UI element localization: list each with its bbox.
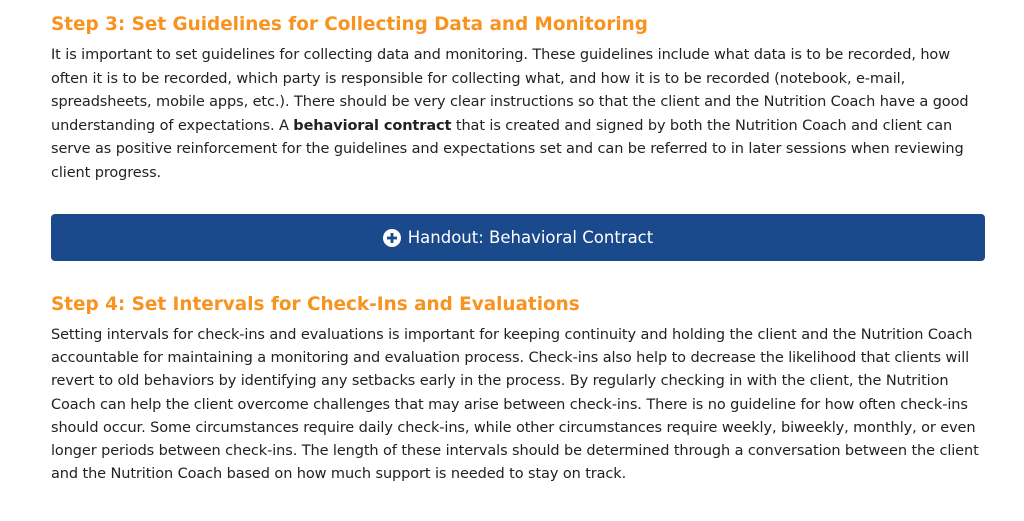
- plus-circle-icon: [383, 229, 401, 247]
- handout-button-label: Handout: Behavioral Contract: [407, 227, 654, 247]
- step4-heading: Step 4: Set Intervals for Check-Ins and Evaluations: [51, 294, 580, 315]
- step3-paragraph: [51, 44, 991, 186]
- behavioral-contract-term: behavioral contract: [293, 117, 452, 134]
- step3-section: [51, 12, 991, 186]
- step3-text-before-bold: It is important to set guidelines for collecting data and monitoring. These guidelines include what data is to be recorded, how often it is to be recorded, which party is responsible for collecting what, and how it is to be recorded (notebook, e-mail, spreadsheets, mobile apps, etc.). There should be very clear instructions so that the client and the Nutrition Coach have a good understanding of expectations. A: [51, 47, 969, 134]
- step4-section: [51, 292, 991, 486]
- step3-heading: Step 3: Set Guidelines for Collecting Data and Monitoring: [51, 14, 648, 35]
- step3-text-after-bold: that is created and signed by both the Nutrition Coach and client can serve as positive reinforcement for the guidelines and expectations set and can be referred to in later sessions when reviewing client progress.: [51, 117, 964, 181]
- step4-paragraph: Setting intervals for check-ins and evaluations is important for keeping continuity and holding the client and the Nutrition Coach accountable for maintaining a monitoring and evaluation process. Check-ins also help to decrease the likelihood that clients will revert to old behaviors by identifying any setbacks early in the process. By regularly checking in with the client, the Nutrition Coach can help the client overcome challenges that may arise between check-ins. There is no guideline for how often check-ins should occur. Some circumstances require daily check-ins, while other circumstances require weekly, biweekly, monthly, or even longer periods between check-ins. The length of these intervals should be determined through a conversation between the client and the Nutrition Coach based on how much support is needed to stay on track.: [51, 327, 979, 483]
- handout-behavioral-contract-button[interactable]: [51, 214, 985, 261]
